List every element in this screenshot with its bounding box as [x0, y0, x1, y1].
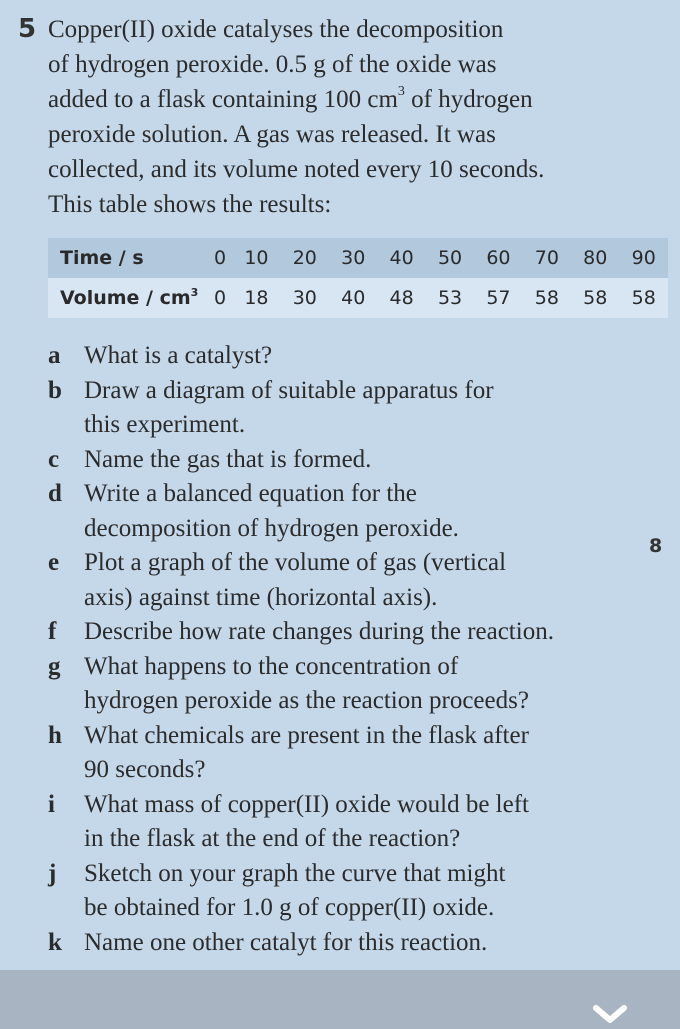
volume-label-superscript: 3: [190, 286, 199, 299]
time-cell: 70: [523, 238, 571, 278]
volume-cell: 58: [523, 278, 571, 318]
volume-cell: 0: [208, 278, 232, 318]
part-line: What is a catalyst?: [84, 342, 273, 369]
part-letter: d: [48, 480, 62, 507]
intro-line: peroxide solution. A gas was released. It was: [48, 121, 496, 148]
question-part-f: [48, 615, 648, 650]
volume-cell: 40: [329, 278, 377, 318]
part-line: 90 seconds?: [84, 756, 206, 783]
marks-value: 8: [649, 535, 663, 557]
part-line: What mass of copper(II) oxide would be left: [84, 790, 529, 818]
question-part-k: [48, 926, 648, 961]
part-text: [84, 477, 459, 546]
volume-cell: 58: [619, 278, 668, 318]
intro-line: This table shows the results:: [48, 191, 332, 218]
part-letter: b: [48, 376, 62, 404]
intro-line: of hydrogen peroxide. 0.5 g of the oxide was: [48, 51, 497, 78]
time-cell: 0: [208, 238, 232, 278]
part-letter: i: [48, 790, 55, 818]
part-text: [84, 650, 529, 719]
part-line: be obtained for 1.0 g of copper(II) oxide.: [84, 894, 495, 921]
time-cell: 60: [474, 238, 522, 278]
time-cell: 30: [329, 238, 377, 278]
volume-cell: 57: [474, 278, 522, 318]
part-text: [84, 719, 529, 788]
question-part-c: [48, 443, 648, 478]
part-letter: e: [48, 549, 60, 576]
part-line: decomposition of hydrogen peroxide.: [84, 514, 459, 542]
question-part-b: [48, 374, 648, 443]
time-label: Time / s: [48, 238, 208, 278]
time-row: [48, 238, 668, 278]
volume-cell: 53: [426, 278, 474, 318]
question-number: 5: [18, 14, 37, 44]
part-line: hydrogen peroxide as the reaction proceeds?: [84, 687, 529, 714]
volume-cell: 18: [232, 278, 280, 318]
part-line: this experiment.: [84, 411, 246, 438]
part-line: Write a balanced equation for the: [84, 480, 417, 507]
time-cell: 20: [281, 238, 329, 278]
question-part-g: [48, 650, 648, 719]
part-letter: k: [48, 928, 62, 956]
chevron-down-icon[interactable]: [590, 1002, 630, 1026]
part-line: What happens to the concentration of: [84, 652, 459, 680]
part-text: [84, 339, 272, 374]
part-text: [84, 857, 505, 926]
question-part-d: [48, 477, 648, 546]
question-part-e: [48, 546, 648, 615]
volume-label-text: Volume / cm: [60, 287, 191, 309]
part-text: [84, 788, 529, 857]
volume-label: [48, 278, 208, 318]
part-letter: a: [48, 342, 61, 369]
part-line: Describe how rate changes during the reaction.: [84, 618, 554, 645]
intro-line-3b: of hydrogen: [404, 86, 533, 113]
cubic-superscript: 3: [397, 84, 405, 99]
volume-cell: 30: [281, 278, 329, 318]
time-cell: 40: [377, 238, 425, 278]
part-text: [84, 926, 487, 961]
question-part-i: [48, 788, 648, 857]
part-line: Name the gas that is formed.: [84, 445, 372, 473]
part-text: [84, 546, 506, 615]
time-cell: 50: [426, 238, 474, 278]
part-letter: c: [48, 445, 60, 473]
question-part-a: [48, 339, 648, 374]
part-line: axis) against time (horizontal axis).: [84, 583, 438, 611]
part-line: in the flask at the end of the reaction?: [84, 825, 461, 852]
part-letter: j: [48, 859, 57, 887]
part-text: [84, 443, 371, 478]
question-intro: [48, 12, 648, 222]
part-line: Sketch on your graph the curve that might: [84, 859, 506, 887]
question-parts: [48, 339, 648, 960]
volume-cell: 48: [377, 278, 425, 318]
part-letter: h: [48, 721, 62, 749]
part-line: Draw a diagram of suitable apparatus for: [84, 376, 494, 404]
part-letter: g: [48, 652, 61, 680]
results-table: [48, 238, 668, 318]
volume-row: [48, 278, 668, 318]
time-cell: 10: [232, 238, 280, 278]
part-text: [84, 615, 554, 650]
intro-line-3a: added to a flask containing 100 cm: [48, 86, 398, 113]
intro-line: Copper(II) oxide catalyses the decomposition: [48, 16, 504, 43]
time-cell: 90: [619, 238, 668, 278]
part-line: Name one other catalyt for this reaction.: [84, 928, 488, 956]
intro-line: [48, 82, 648, 117]
question-part-j: [48, 857, 648, 926]
part-text: [84, 374, 494, 443]
time-cell: 80: [571, 238, 619, 278]
part-line: What chemicals are present in the flask after: [84, 721, 529, 749]
part-letter: f: [48, 618, 57, 645]
bottom-bar: [0, 970, 680, 1029]
volume-cell: 58: [571, 278, 619, 318]
intro-line: collected, and its volume noted every 10 seconds.: [48, 156, 545, 183]
question-part-h: [48, 719, 648, 788]
part-line: Plot a graph of the volume of gas (vertical: [84, 549, 507, 576]
